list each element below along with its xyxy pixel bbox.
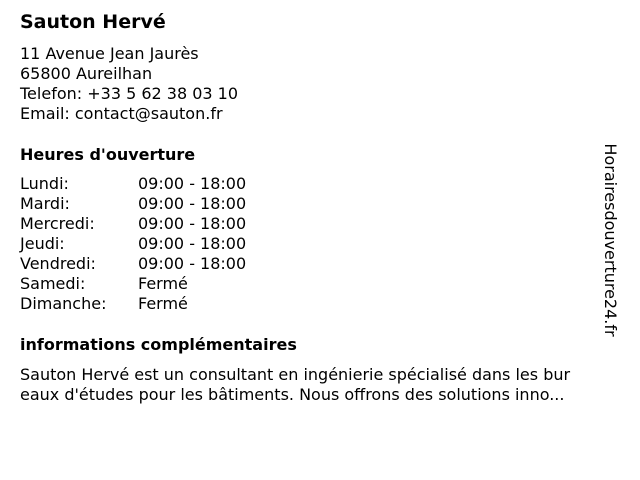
description-text xyxy=(20,365,615,405)
hours-time: Fermé xyxy=(138,274,188,293)
email-text: Email: contact@sauton.fr xyxy=(20,104,223,123)
hours-row xyxy=(20,214,320,234)
site-watermark: Horairesdouverture24.fr xyxy=(601,143,620,337)
description-line: Sauton Hervé est un consultant en ingénierie spécialisé dans les bur xyxy=(20,365,571,384)
hours-day: Lundi: xyxy=(20,174,69,193)
watermark-container xyxy=(590,135,630,345)
hours-day: Jeudi: xyxy=(20,234,65,253)
hours-row xyxy=(20,194,320,214)
hours-time: Fermé xyxy=(138,294,188,313)
hours-row xyxy=(20,254,320,274)
hours-day: Samedi: xyxy=(20,274,86,293)
address-city: 65800 Aureilhan xyxy=(20,64,153,83)
hours-time: 09:00 - 18:00 xyxy=(138,234,247,253)
hours-heading: Heures d'ouverture xyxy=(20,145,196,164)
hours-row xyxy=(20,294,320,314)
hours-time: 09:00 - 18:00 xyxy=(138,174,247,193)
address-street: 11 Avenue Jean Jaurès xyxy=(20,44,199,63)
info-heading: informations complémentaires xyxy=(20,335,297,354)
hours-day: Vendredi: xyxy=(20,254,96,273)
hours-day: Mardi: xyxy=(20,194,70,213)
phone-text: Telefon: +33 5 62 38 03 10 xyxy=(20,84,239,103)
hours-list xyxy=(20,174,320,314)
hours-time: 09:00 - 18:00 xyxy=(138,214,247,233)
hours-row xyxy=(20,174,320,194)
hours-day: Mercredi: xyxy=(20,214,95,233)
hours-time: 09:00 - 18:00 xyxy=(138,194,247,213)
hours-day: Dimanche: xyxy=(20,294,107,313)
business-name: Sauton Hervé xyxy=(20,11,166,33)
hours-time: 09:00 - 18:00 xyxy=(138,254,247,273)
contact-block xyxy=(20,44,238,124)
hours-row xyxy=(20,274,320,294)
description-line: eaux d'études pour les bâtiments. Nous offrons des solutions inno... xyxy=(20,385,565,404)
hours-row xyxy=(20,234,320,254)
